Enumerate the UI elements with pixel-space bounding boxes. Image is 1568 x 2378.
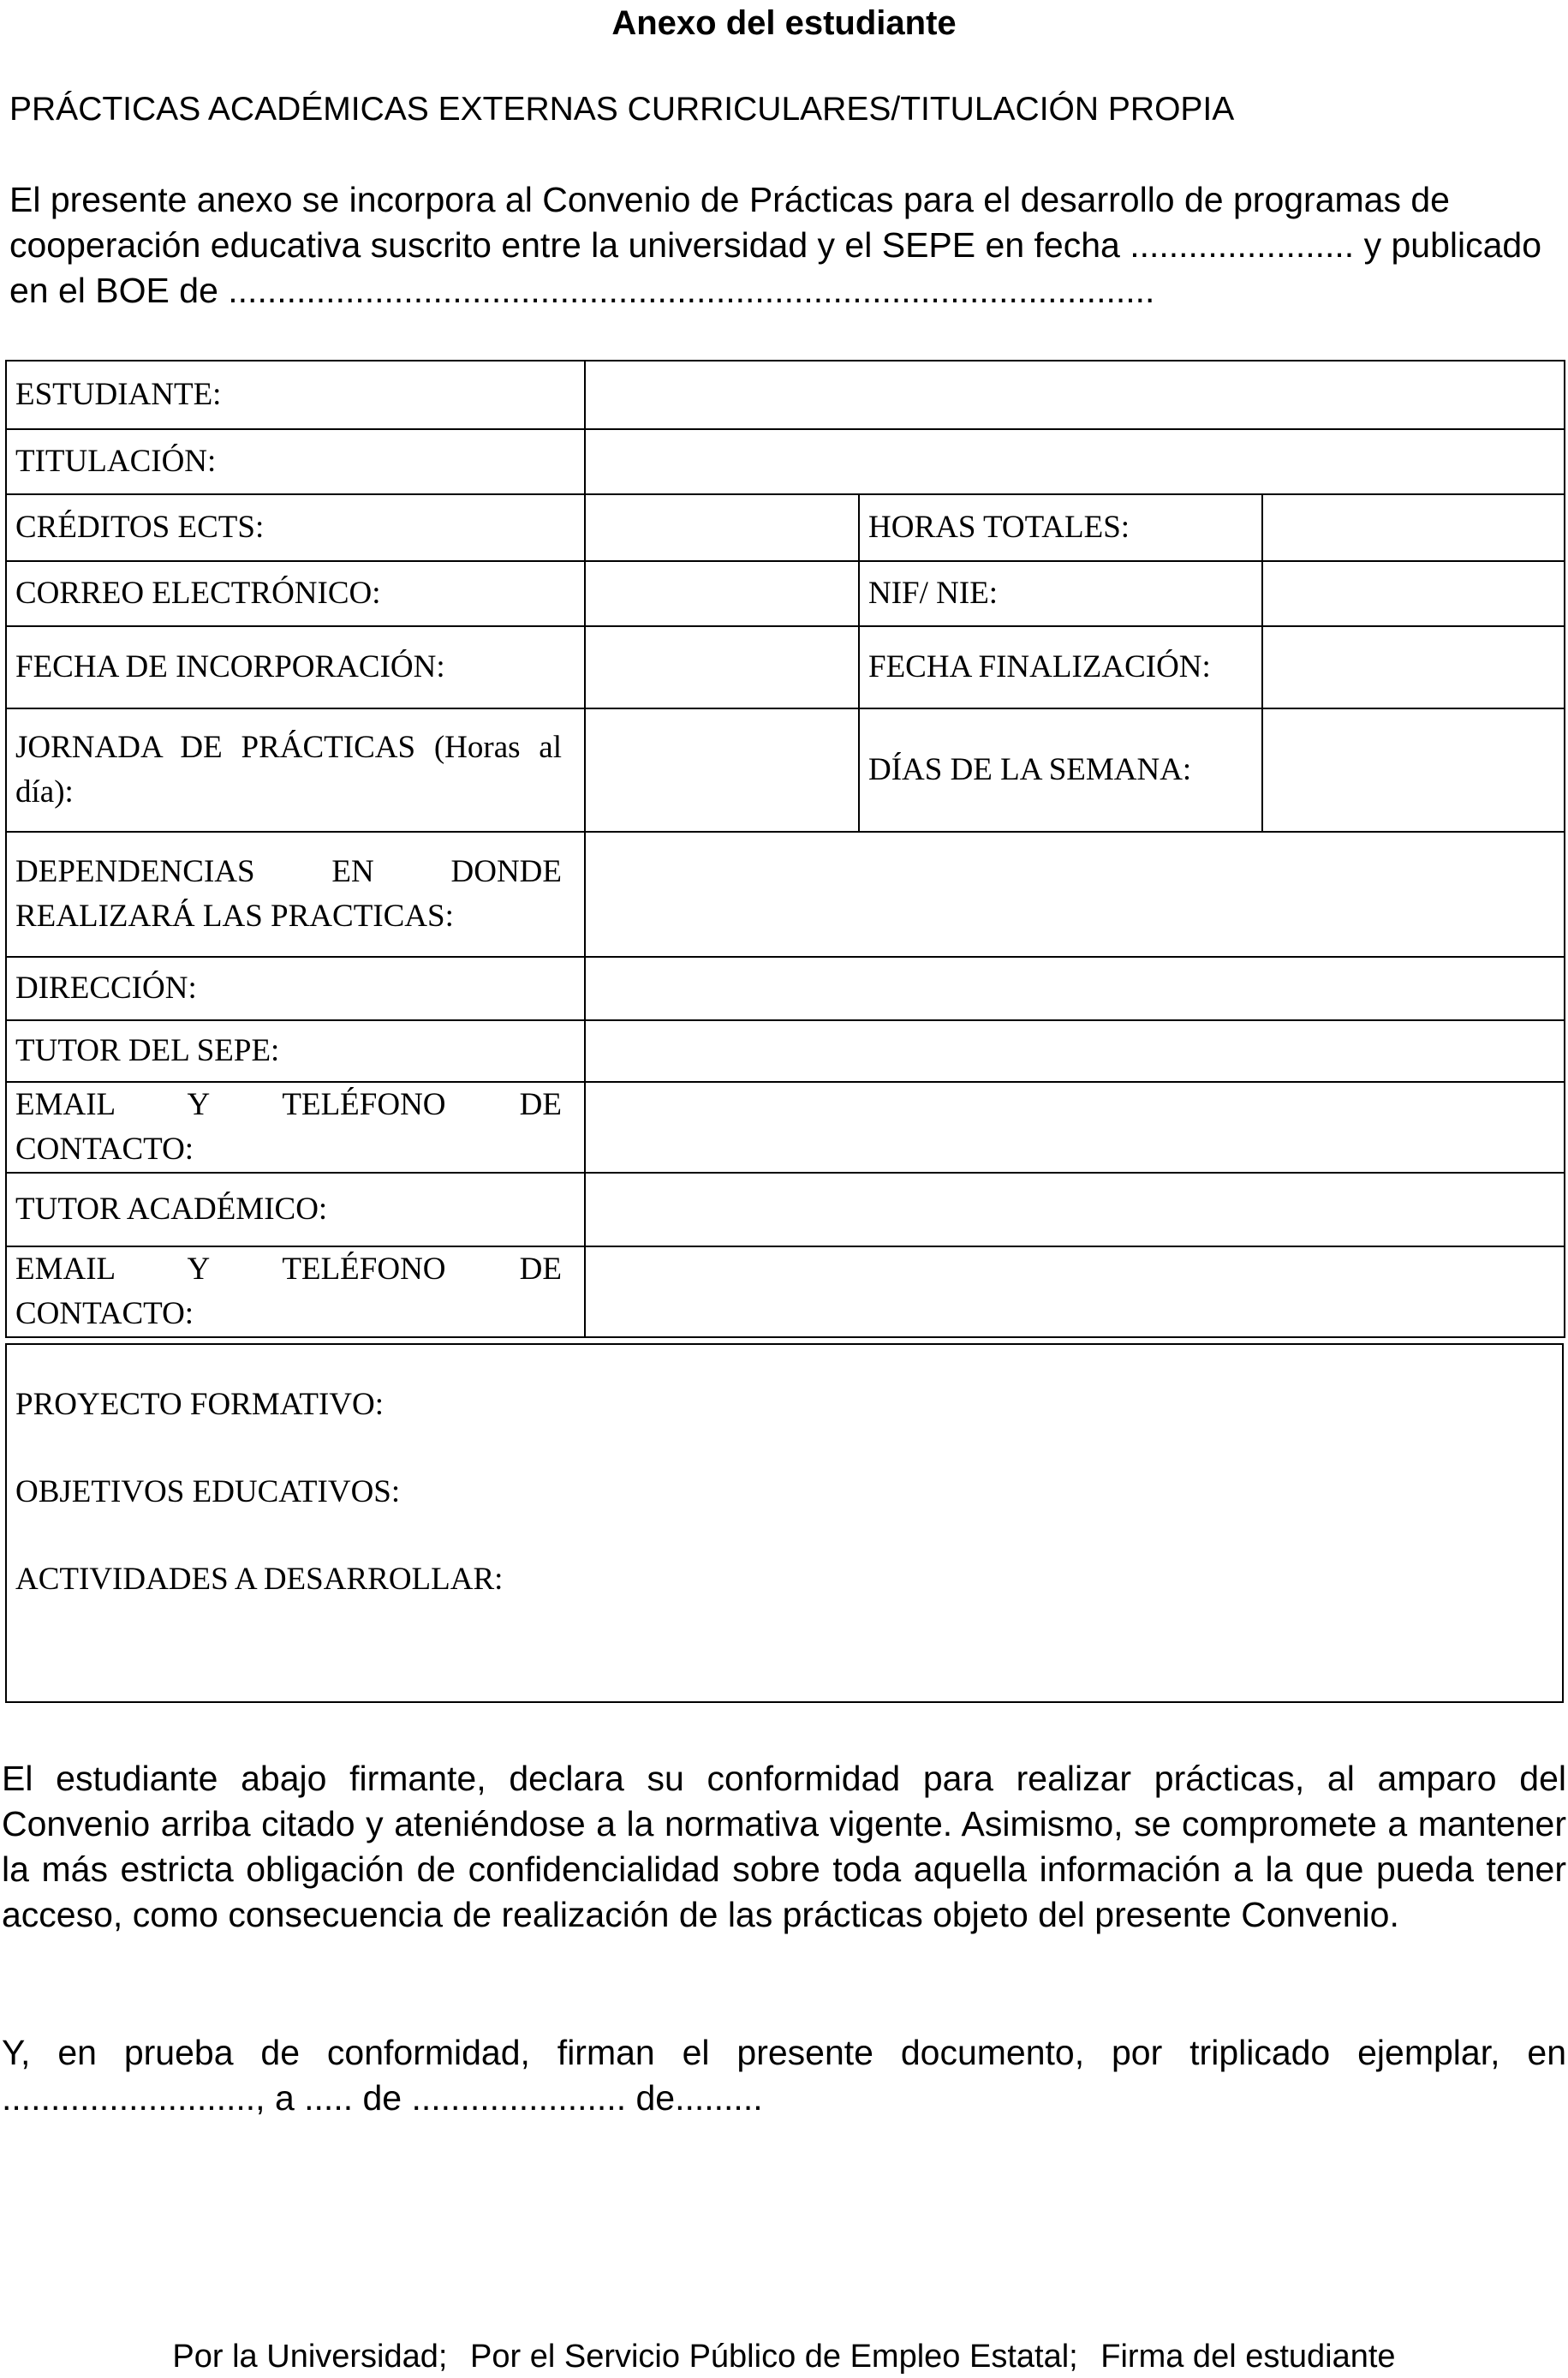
label-direccion: DIRECCIÓN: [6, 957, 585, 1020]
field-direccion[interactable] [585, 957, 1565, 1020]
label-jornada-line2: día): [15, 774, 74, 810]
label-titulacion: TITULACIÓN: [6, 429, 585, 494]
field-fecha-incorporacion[interactable] [585, 626, 859, 708]
label-tutor-academico: TUTOR ACADÉMICO: [6, 1173, 585, 1246]
field-horas-totales[interactable] [1262, 494, 1565, 561]
label-fecha-finalizacion: FECHA FINALIZACIÓN: [859, 626, 1262, 708]
label-actividades: ACTIVIDADES A DESARROLLAR: [15, 1562, 504, 1597]
label-horas-totales: HORAS TOTALES: [859, 494, 1262, 561]
label-dependencias-line2: REALIZARÁ LAS PRACTICAS: [15, 899, 454, 934]
label-estudiante: ESTUDIANTE: [6, 361, 585, 429]
label-objetivos-educativos: OBJETIVOS EDUCATIVOS: [15, 1474, 401, 1509]
label-contacto-sepe-line1: EMAIL Y TELÉFONO DE [15, 1087, 562, 1122]
label-contacto-academico [6, 1246, 585, 1337]
declaration-paragraph: El estudiante abajo firmante, declara su conformidad para realizar prácticas, al amparo del Convenio arriba citado y ateniéndose a la normativa vigente. Asimismo, se compromete a mantener la más estricta obligación de confidencialidad sobre toda aquella información a la que pueda tener acceso, como consecuencia de realización de las prácticas objeto del presente Convenio. [2, 1759, 1566, 1934]
label-nif-nie: NIF/ NIE: [859, 561, 1262, 626]
field-titulacion[interactable] [585, 429, 1565, 494]
label-correo-electronico: CORREO ELECTRÓNICO: [6, 561, 585, 626]
intro-paragraph: El presente anexo se incorpora al Convenio de Prácticas para el desarrollo de programas de cooperación educativa suscrito entre la universidad y el SEPE en fecha ....................... y publicado en el BOE de ............................................................................................... [9, 180, 1542, 310]
signature-sepe: Por el Servicio Público de Empleo Estatal; [470, 2339, 1078, 2375]
document-title: Anexo del estudiante [611, 4, 957, 42]
field-creditos-ects[interactable] [585, 494, 859, 561]
label-contacto-academico-line1: EMAIL Y TELÉFONO DE [15, 1252, 562, 1287]
student-data-table [5, 360, 1565, 1338]
field-contacto-academico[interactable] [585, 1246, 1565, 1337]
training-project-table [5, 1343, 1564, 1703]
label-jornada-practicas [6, 708, 585, 832]
field-tutor-sepe[interactable] [585, 1020, 1565, 1082]
label-fecha-incorporacion: FECHA DE INCORPORACIÓN: [6, 626, 585, 708]
field-nif-nie[interactable] [1262, 561, 1565, 626]
field-correo-electronico[interactable] [585, 561, 859, 626]
conformity-paragraph: Y, en prueba de conformidad, firman el presente documento, por triplicado ejemplar, en .........................., a ..... de ...................... de......... [2, 2033, 1566, 2118]
training-project-cell[interactable] [6, 1344, 1563, 1702]
field-fecha-finalizacion[interactable] [1262, 626, 1565, 708]
signature-estudiante: Firma del estudiante [1100, 2339, 1396, 2375]
label-proyecto-formativo: PROYECTO FORMATIVO: [15, 1387, 385, 1422]
label-creditos-ects: CRÉDITOS ECTS: [6, 494, 585, 561]
signature-line [0, 2336, 1568, 2377]
label-jornada-line1: JORNADA DE PRÁCTICAS (Horas al [15, 730, 562, 765]
field-jornada-practicas[interactable] [585, 708, 859, 832]
field-dias-semana[interactable] [1262, 708, 1565, 832]
label-tutor-sepe: TUTOR DEL SEPE: [6, 1020, 585, 1082]
field-dependencias[interactable] [585, 832, 1565, 957]
signature-universidad: Por la Universidad; [172, 2339, 448, 2375]
label-dependencias [6, 832, 585, 957]
label-contacto-academico-line2: CONTACTO: [15, 1296, 194, 1331]
label-contacto-sepe [6, 1082, 585, 1173]
label-dependencias-line1: DEPENDENCIAS EN DONDE [15, 854, 562, 889]
field-contacto-sepe[interactable] [585, 1082, 1565, 1173]
label-contacto-sepe-line2: CONTACTO: [15, 1132, 194, 1167]
label-dias-semana: DÍAS DE LA SEMANA: [859, 708, 1262, 832]
field-estudiante[interactable] [585, 361, 1565, 429]
document-subtitle: PRÁCTICAS ACADÉMICAS EXTERNAS CURRICULARES/TITULACIÓN PROPIA [9, 91, 1235, 128]
field-tutor-academico[interactable] [585, 1173, 1565, 1246]
